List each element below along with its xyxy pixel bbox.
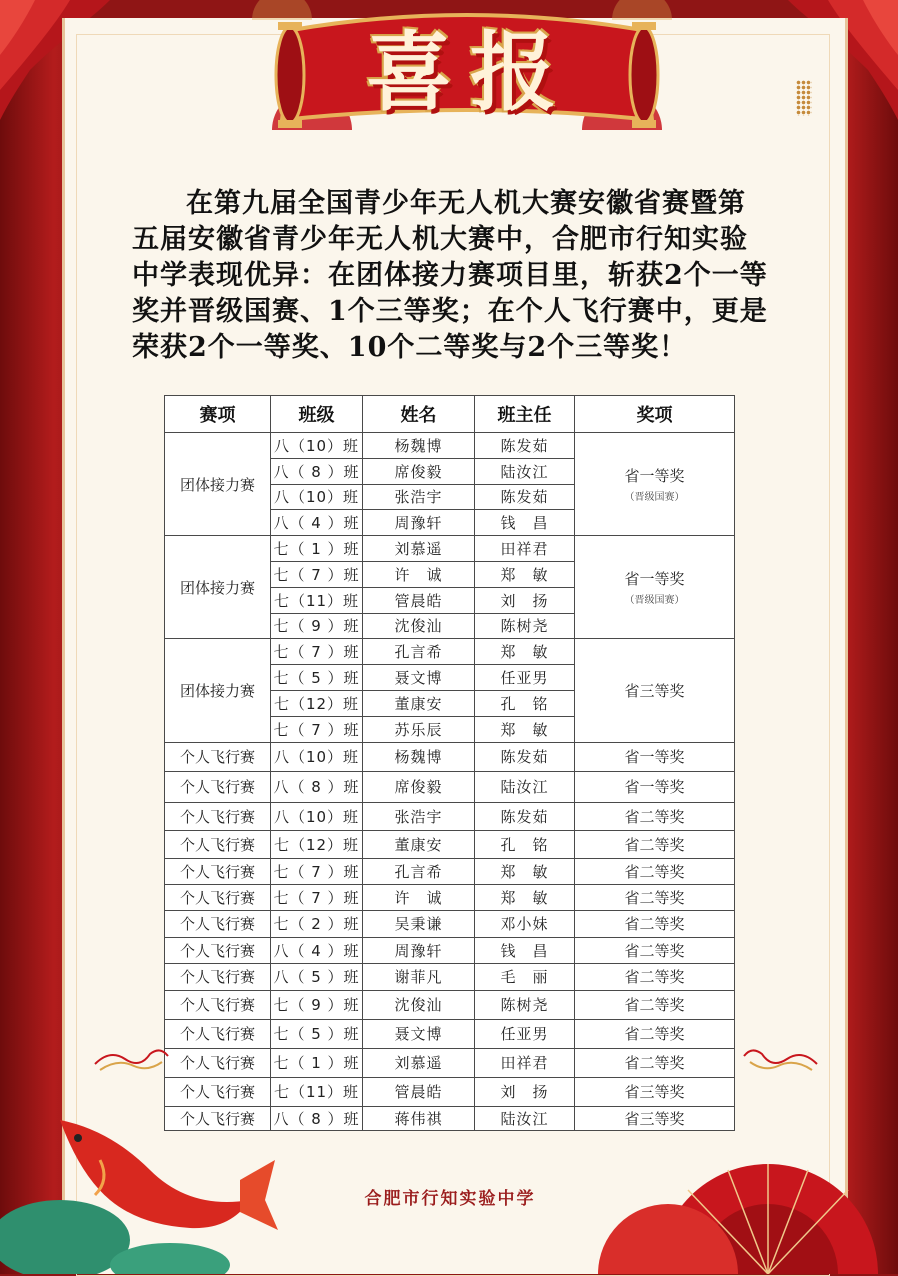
table-row xyxy=(165,639,735,665)
cloud-swirl-decoration xyxy=(742,1044,822,1074)
teacher-cell: 刘 扬 xyxy=(475,1077,575,1106)
student-name-cell: 管晨皓 xyxy=(363,587,475,613)
award-label: 省一等奖 xyxy=(624,570,685,589)
table-row xyxy=(165,963,735,990)
event-cell: 个人飞行赛 xyxy=(165,771,271,802)
teacher-cell: 田祥君 xyxy=(475,536,575,562)
award-cell: 省二等奖 xyxy=(575,910,735,937)
award-note: （晋级国赛） xyxy=(624,492,685,504)
award-cell: 省二等奖 xyxy=(575,963,735,990)
table-row xyxy=(165,858,735,884)
award-cell xyxy=(575,433,735,536)
event-cell: 个人飞行赛 xyxy=(165,858,271,884)
teacher-cell: 陈发茹 xyxy=(475,802,575,830)
award-cell: 省二等奖 xyxy=(575,858,735,884)
header-event: 赛项 xyxy=(165,396,271,433)
table-row xyxy=(165,1048,735,1077)
student-name-cell: 董康安 xyxy=(363,690,475,716)
event-cell: 个人飞行赛 xyxy=(165,1019,271,1048)
class-cell: 八（ 4 ）班 xyxy=(271,510,363,536)
student-name-cell: 周豫轩 xyxy=(363,510,475,536)
student-name-cell: 沈俊汕 xyxy=(363,990,475,1019)
class-cell: 七（ 1 ）班 xyxy=(271,1048,363,1077)
student-name-cell: 杨魏博 xyxy=(363,433,475,459)
student-name-cell: 张浩宇 xyxy=(363,484,475,510)
cloud-swirl-decoration xyxy=(90,1044,170,1074)
student-name-cell: 周豫轩 xyxy=(363,937,475,963)
award-cell: 省二等奖 xyxy=(575,990,735,1019)
student-name-cell: 沈俊汕 xyxy=(363,613,475,639)
red-fan-decoration xyxy=(598,1150,898,1274)
teacher-cell: 钱 昌 xyxy=(475,510,575,536)
table-row xyxy=(165,937,735,963)
teacher-cell: 郑 敏 xyxy=(475,858,575,884)
student-name-cell: 许 诚 xyxy=(363,884,475,910)
student-name-cell: 聂文博 xyxy=(363,1019,475,1048)
event-cell: 个人飞行赛 xyxy=(165,884,271,910)
class-cell: 七（ 9 ）班 xyxy=(271,990,363,1019)
award-cell xyxy=(575,639,735,742)
table-row xyxy=(165,536,735,562)
student-name-cell: 席俊毅 xyxy=(363,458,475,484)
class-cell: 八（10）班 xyxy=(271,484,363,510)
class-cell: 八（10）班 xyxy=(271,742,363,771)
teacher-cell: 郑 敏 xyxy=(475,639,575,665)
teacher-cell: 任亚男 xyxy=(475,1019,575,1048)
table-row xyxy=(165,884,735,910)
award-cell: 省二等奖 xyxy=(575,1048,735,1077)
class-cell: 七（ 7 ）班 xyxy=(271,561,363,587)
student-name-cell: 孔言希 xyxy=(363,858,475,884)
event-cell: 个人飞行赛 xyxy=(165,1077,271,1106)
award-cell: 省三等奖 xyxy=(575,1106,735,1130)
class-cell: 八（ 5 ）班 xyxy=(271,963,363,990)
teacher-cell: 孔 铭 xyxy=(475,690,575,716)
award-label: 省三等奖 xyxy=(624,681,685,700)
student-name-cell: 管晨皓 xyxy=(363,1077,475,1106)
class-cell: 七（ 5 ）班 xyxy=(271,665,363,691)
header-name: 姓名 xyxy=(363,396,475,433)
class-cell: 七（ 2 ）班 xyxy=(271,910,363,937)
table-row xyxy=(165,433,735,459)
teacher-cell: 郑 敏 xyxy=(475,716,575,742)
event-cell: 个人飞行赛 xyxy=(165,963,271,990)
class-cell: 七（ 5 ）班 xyxy=(271,1019,363,1048)
class-cell: 七（ 7 ）班 xyxy=(271,716,363,742)
awards-table-body xyxy=(165,433,735,1131)
event-cell: 个人飞行赛 xyxy=(165,1106,271,1130)
student-name-cell: 董康安 xyxy=(363,830,475,858)
award-cell: 省一等奖 xyxy=(575,771,735,802)
event-cell: 个人飞行赛 xyxy=(165,1048,271,1077)
student-name-cell: 苏乐辰 xyxy=(363,716,475,742)
header-teacher: 班主任 xyxy=(475,396,575,433)
table-header-row xyxy=(165,396,735,433)
student-name-cell: 孔言希 xyxy=(363,639,475,665)
award-cell: 省二等奖 xyxy=(575,1019,735,1048)
class-cell: 七（ 7 ）班 xyxy=(271,884,363,910)
class-cell: 七（ 7 ）班 xyxy=(271,858,363,884)
teacher-cell: 郑 敏 xyxy=(475,884,575,910)
teacher-cell: 陈树尧 xyxy=(475,990,575,1019)
teacher-cell: 毛 丽 xyxy=(475,963,575,990)
class-cell: 八（ 8 ）班 xyxy=(271,771,363,802)
class-cell: 八（10）班 xyxy=(271,433,363,459)
teacher-cell: 陆汝江 xyxy=(475,458,575,484)
teacher-cell: 陈树尧 xyxy=(475,613,575,639)
event-cell: 个人飞行赛 xyxy=(165,802,271,830)
class-cell: 七（12）班 xyxy=(271,830,363,858)
class-cell: 八（ 8 ）班 xyxy=(271,1106,363,1130)
teacher-cell: 任亚男 xyxy=(475,665,575,691)
student-name-cell: 张浩宇 xyxy=(363,802,475,830)
awards-table xyxy=(164,395,735,1131)
teacher-cell: 钱 昌 xyxy=(475,937,575,963)
class-cell: 七（12）班 xyxy=(271,690,363,716)
class-cell: 八（ 4 ）班 xyxy=(271,937,363,963)
event-cell: 团体接力赛 xyxy=(165,639,271,742)
teacher-cell: 孔 铭 xyxy=(475,830,575,858)
event-cell: 团体接力赛 xyxy=(165,536,271,639)
award-note: （晋级国赛） xyxy=(624,595,685,607)
event-cell: 个人飞行赛 xyxy=(165,910,271,937)
table-row xyxy=(165,802,735,830)
table-row xyxy=(165,990,735,1019)
award-cell: 省三等奖 xyxy=(575,1077,735,1106)
teacher-cell: 郑 敏 xyxy=(475,561,575,587)
award-label: 省一等奖 xyxy=(624,467,685,486)
teacher-cell: 陆汝江 xyxy=(475,1106,575,1130)
event-cell: 个人飞行赛 xyxy=(165,937,271,963)
student-name-cell: 谢菲凡 xyxy=(363,963,475,990)
header-class: 班级 xyxy=(271,396,363,433)
student-name-cell: 杨魏博 xyxy=(363,742,475,771)
teacher-cell: 刘 扬 xyxy=(475,587,575,613)
event-cell: 个人飞行赛 xyxy=(165,990,271,1019)
student-name-cell: 聂文博 xyxy=(363,665,475,691)
table-row xyxy=(165,771,735,802)
teacher-cell: 陈发茹 xyxy=(475,433,575,459)
header-award: 奖项 xyxy=(575,396,735,433)
student-name-cell: 吴秉谦 xyxy=(363,910,475,937)
banner-title: 喜报 xyxy=(366,22,574,123)
award-cell: 省二等奖 xyxy=(575,937,735,963)
award-cell: 省一等奖 xyxy=(575,742,735,771)
student-name-cell: 刘慕遥 xyxy=(363,1048,475,1077)
class-cell: 八（10）班 xyxy=(271,802,363,830)
teacher-cell: 田祥君 xyxy=(475,1048,575,1077)
class-cell: 七（11）班 xyxy=(271,587,363,613)
event-cell: 个人飞行赛 xyxy=(165,830,271,858)
koi-fish-decoration xyxy=(0,1100,280,1274)
award-cell: 省二等奖 xyxy=(575,802,735,830)
table-row xyxy=(165,1019,735,1048)
table-row xyxy=(165,830,735,858)
dot-grid-decoration xyxy=(796,80,812,116)
award-cell: 省二等奖 xyxy=(575,884,735,910)
class-cell: 七（ 7 ）班 xyxy=(271,639,363,665)
student-name-cell: 刘慕遥 xyxy=(363,536,475,562)
event-cell: 团体接力赛 xyxy=(165,433,271,536)
announcement-text: 在第九届全国青少年无人机大赛安徽省赛暨第五届安徽省青少年无人机大赛中，合肥市行知实验中学表现优异：在团体接力赛项目里，斩获2个一等奖并晋级国赛、1个三等奖；在个人飞行赛中，更是荣获2个一等奖、10个二等奖与2个三等奖！ xyxy=(132,188,768,363)
teacher-cell: 邓小妹 xyxy=(475,910,575,937)
class-cell: 七（11）班 xyxy=(271,1077,363,1106)
teacher-cell: 陆汝江 xyxy=(475,771,575,802)
class-cell: 七（ 1 ）班 xyxy=(271,536,363,562)
award-cell: 省二等奖 xyxy=(575,830,735,858)
class-cell: 八（ 8 ）班 xyxy=(271,458,363,484)
school-name-footer: 合肥市行知实验中学 xyxy=(364,1189,536,1209)
student-name-cell: 蒋伟祺 xyxy=(363,1106,475,1130)
student-name-cell: 席俊毅 xyxy=(363,771,475,802)
award-cell xyxy=(575,536,735,639)
class-cell: 七（ 9 ）班 xyxy=(271,613,363,639)
student-name-cell: 许 诚 xyxy=(363,561,475,587)
teacher-cell: 陈发茹 xyxy=(475,742,575,771)
event-cell: 个人飞行赛 xyxy=(165,742,271,771)
teacher-cell: 陈发茹 xyxy=(475,484,575,510)
table-row xyxy=(165,742,735,771)
table-row xyxy=(165,910,735,937)
